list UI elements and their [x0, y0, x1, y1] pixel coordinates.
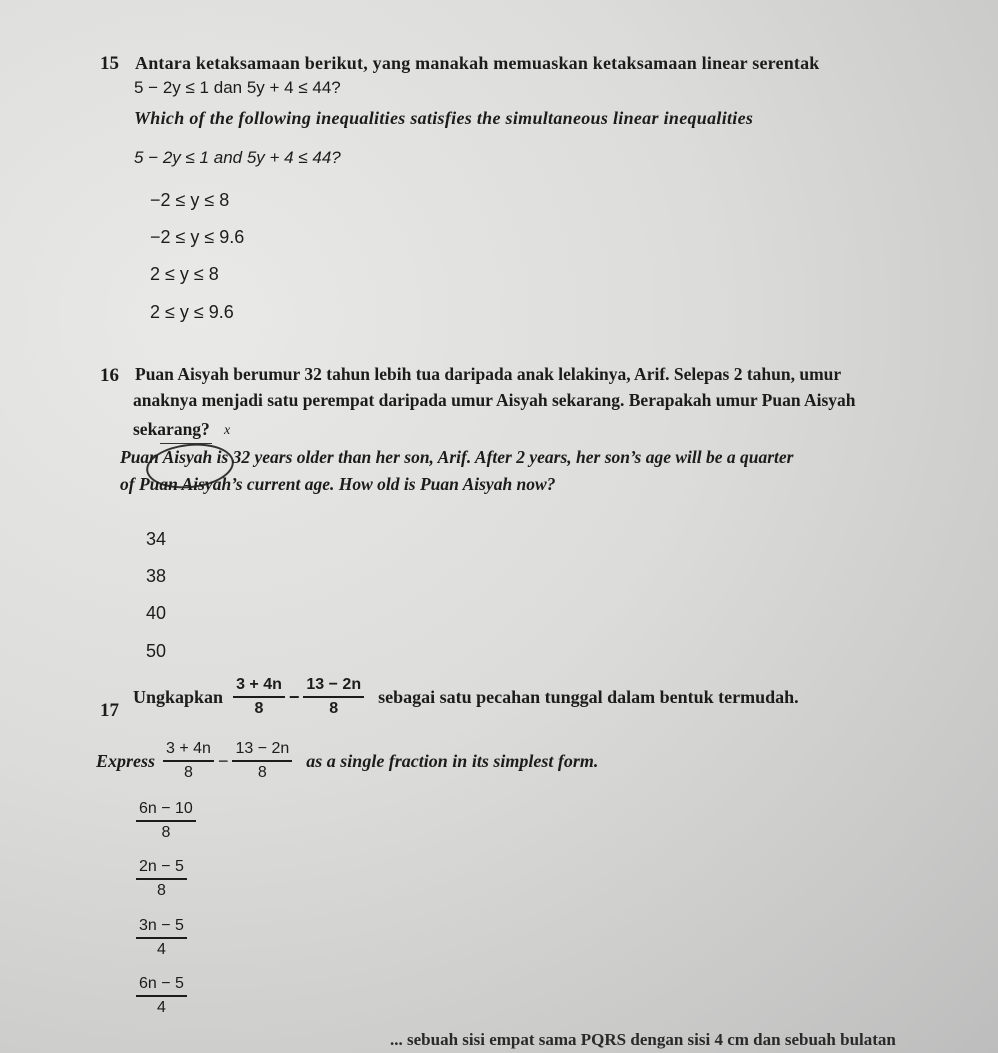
fraction-1: [233, 676, 285, 719]
question-15-english-line2: 5 − 2y ≤ 1 and 5y + 4 ≤ 44?: [134, 148, 341, 167]
fraction-denominator: 8: [157, 882, 166, 900]
question-15-number: 15: [100, 53, 119, 74]
question-16-option-d[interactable]: 50: [146, 641, 167, 661]
fraction-1: [163, 740, 214, 783]
question-17-english-suffix: as a single fraction in its simplest form.: [306, 751, 599, 772]
handwritten-note: x: [224, 423, 231, 438]
question-17-malay-suffix: sebagai satu pecahan tunggal dalam bentuk termudah.: [378, 687, 799, 708]
question-17-option-d[interactable]: [136, 975, 187, 1018]
question-15-malay-line2: 5 − 2y ≤ 1 dan 5y + 4 ≤ 44?: [134, 78, 341, 97]
question-17-english-prefix: Express: [96, 751, 156, 772]
question-15-option-b[interactable]: −2 ≤ y ≤ 9.6: [150, 227, 245, 247]
question-16-option-b[interactable]: 38: [146, 566, 167, 586]
question-17-option-b[interactable]: [136, 858, 187, 901]
fraction-denominator: 8: [257, 764, 267, 782]
fraction-denominator: 4: [157, 941, 166, 959]
question-16-option-c[interactable]: 40: [146, 603, 167, 623]
fraction-numerator: 3 + 4n: [233, 676, 285, 698]
fraction-numerator: 13 − 2n: [303, 676, 364, 698]
fraction-denominator: 8: [254, 700, 264, 718]
question-17-option-a[interactable]: [136, 800, 196, 843]
question-15-malay-line1: Antara ketaksamaan berikut, yang manakah memuaskan ketaksamaan linear serentak: [135, 53, 820, 73]
question-15-option-d[interactable]: 2 ≤ y ≤ 9.6: [150, 302, 234, 322]
question-15-option-c[interactable]: 2 ≤ y ≤ 8: [150, 264, 219, 284]
question-16-malay-line2: anaknya menjadi satu perempat daripada umur Aisyah sekarang. Berapakah umur Puan Aisyah: [133, 390, 856, 410]
question-16-malay-line1: Puan Aisyah berumur 32 tahun lebih tua daripada anak lelakinya, Arif. Selepas 2 tahun, umur: [135, 364, 842, 384]
question-17-english: [96, 740, 598, 783]
minus-operator: −: [217, 751, 229, 772]
fraction-denominator: 4: [157, 999, 166, 1017]
question-16-english-line2: of Puan Aisyah’s current age. How old is Puan Aisyah now?: [120, 474, 556, 494]
question-15-option-a[interactable]: −2 ≤ y ≤ 8: [150, 190, 230, 210]
fraction-numerator: 6n − 5: [136, 975, 187, 997]
fraction-denominator: 8: [329, 700, 339, 718]
fraction-numerator: 2n − 5: [136, 858, 187, 880]
minus-operator: −: [288, 687, 300, 708]
question-17-number: 17: [100, 700, 119, 721]
fraction-2: [232, 740, 292, 783]
question-15-english-line1: Which of the following inequalities satisfies the simultaneous linear inequalities: [134, 108, 754, 128]
question-16-malay-line3: sekarang?: [133, 419, 210, 439]
question-17-malay-prefix: Ungkapkan: [133, 687, 224, 708]
fraction-denominator: 8: [161, 824, 171, 842]
fraction-numerator: 3 + 4n: [163, 740, 214, 762]
question-16-number: 16: [100, 365, 119, 386]
question-18-partial: ... sebuah sisi empat sama PQRS dengan sisi 4 cm dan sebuah bulatan: [390, 1030, 896, 1049]
fraction-numerator: 6n − 10: [136, 800, 196, 822]
question-17-malay: [133, 676, 799, 719]
fraction-numerator: 3n − 5: [136, 917, 187, 939]
question-16-option-a[interactable]: 34: [146, 529, 167, 549]
fraction-denominator: 8: [184, 764, 193, 782]
fraction-numerator: 13 − 2n: [232, 740, 292, 762]
question-17-option-c[interactable]: [136, 917, 187, 960]
question-16-english-line1: Puan Aisyah is 32 years older than her son, Arif. After 2 years, her son’s age will be a quarter: [120, 447, 794, 467]
fraction-2: [303, 676, 364, 719]
